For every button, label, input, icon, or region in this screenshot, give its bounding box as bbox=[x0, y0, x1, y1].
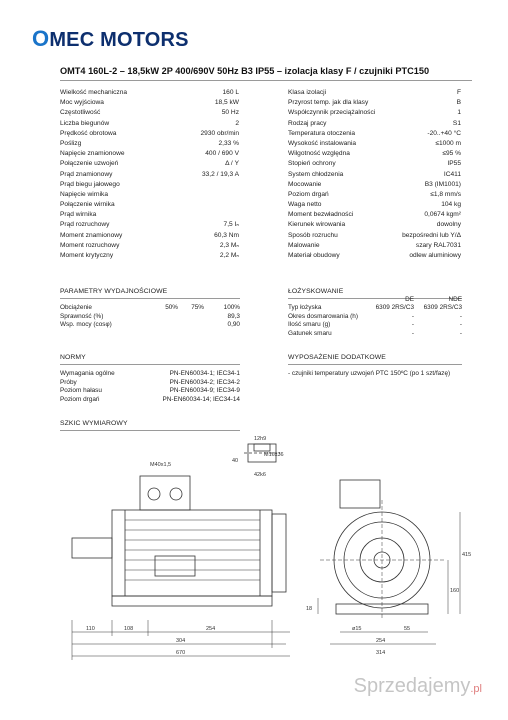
spec-right-label: Mocowanie bbox=[288, 180, 322, 188]
spec-left-row bbox=[60, 119, 239, 129]
spec-right-row bbox=[288, 108, 461, 118]
spec-left-label: Moment znamionowy bbox=[60, 231, 123, 239]
norms-value: PN-EN60034-2; IEC34-2 bbox=[169, 378, 240, 386]
norms-row bbox=[60, 396, 240, 405]
spec-left-row bbox=[60, 149, 239, 159]
efficiency-v75 bbox=[178, 321, 204, 330]
dim-670: 670 bbox=[176, 650, 186, 656]
spec-right-row bbox=[288, 139, 461, 149]
bearings-row bbox=[288, 313, 462, 322]
spec-left-row bbox=[60, 231, 239, 241]
spec-right-label: Poziom drgań bbox=[288, 190, 329, 198]
dim-108: 108 bbox=[124, 626, 134, 632]
motor-feet bbox=[112, 596, 272, 606]
dim-110: 110 bbox=[86, 626, 95, 632]
spec-right-label: Współczynnik przeciążalności bbox=[288, 109, 376, 117]
spec-right-value: bezpośredni lub Y/Δ bbox=[402, 231, 461, 239]
spec-right-value: S1 bbox=[452, 119, 461, 127]
spec-left-value: 2930 obr/min bbox=[200, 129, 239, 137]
bearings-de: 6309 2RS/C3 bbox=[375, 304, 414, 311]
spec-left-label: Prąd rozruchowy bbox=[60, 221, 110, 229]
nameplate bbox=[155, 556, 195, 576]
spec-right-label: Rodzaj pracy bbox=[288, 119, 327, 127]
dim-55: 55 bbox=[404, 626, 411, 632]
spec-left-row bbox=[60, 180, 239, 190]
spec-left-value: 33,2 / 19,3 A bbox=[201, 170, 239, 178]
spec-left-value: 50 Hz bbox=[221, 109, 239, 117]
spec-left-label: Napięcie wirnika bbox=[60, 190, 109, 198]
dim-160: 160 bbox=[450, 588, 460, 594]
dim-key-thread: M16x36 bbox=[264, 452, 284, 458]
spec-left-label: Częstotliwość bbox=[60, 109, 101, 117]
motor-body-side bbox=[112, 510, 272, 596]
bearings-de: - bbox=[411, 312, 414, 320]
dim-254b: 254 bbox=[376, 638, 386, 644]
spec-left-row bbox=[60, 190, 239, 200]
bearings-col-de: DE bbox=[405, 296, 414, 303]
fan-cowl bbox=[272, 514, 286, 592]
bearings-row bbox=[288, 330, 462, 339]
spec-left-label: Moc wyjściowa bbox=[60, 99, 104, 107]
spec-left-row bbox=[60, 98, 239, 108]
spec-right-row bbox=[288, 170, 461, 180]
page-title: OMT4 160L-2 – 18,5kW 2P 400/690V 50Hz B3 IP55 – izolacja klasy F / czujniki PTC150 bbox=[60, 66, 430, 76]
bearings-nde: 6309 2RS/C3 bbox=[423, 304, 462, 311]
spec-right-value: 104 kg bbox=[441, 201, 461, 209]
norms-value: PN-EN60034-9; IEC34-9 bbox=[169, 387, 240, 395]
efficiency-divider bbox=[60, 298, 240, 299]
watermark bbox=[354, 675, 482, 698]
efficiency-v100: 100% bbox=[223, 304, 240, 311]
spec-left-row bbox=[60, 159, 239, 169]
drawing-heading: SZKIC WYMIAROWY bbox=[60, 420, 128, 427]
spec-right-value: B bbox=[456, 99, 461, 107]
spec-left-value: 2 bbox=[235, 119, 239, 127]
spec-left-label: Prąd wirnika bbox=[60, 211, 97, 219]
spec-left-label: Połączenie wirnika bbox=[60, 201, 115, 209]
spec-left-label: Prędkość obrotowa bbox=[60, 129, 117, 137]
spec-left-row bbox=[60, 200, 239, 210]
norms-row bbox=[60, 379, 240, 388]
efficiency-label: Wsp. mocy (cosφ) bbox=[60, 321, 112, 329]
extras-heading: WYPOSAŻENIE DODATKOWE bbox=[288, 354, 386, 361]
spec-right-label: Wysokość instalowania bbox=[288, 139, 357, 147]
efficiency-label: Sprawność (%) bbox=[60, 312, 104, 320]
spec-right-value: B3 (IM1001) bbox=[424, 180, 461, 188]
spec-right-row bbox=[288, 180, 461, 190]
spec-right-row bbox=[288, 119, 461, 129]
watermark-suffix: .pl bbox=[470, 683, 482, 695]
spec-table-right bbox=[288, 88, 461, 261]
motor-shaft bbox=[72, 538, 112, 558]
efficiency-label: Obciążenie bbox=[60, 304, 92, 311]
norms-label: Próby bbox=[60, 378, 77, 386]
bearings-table bbox=[288, 304, 462, 338]
watermark-text: Sprzedajemy bbox=[353, 675, 471, 697]
spec-left-label: Połączenie uzwojeń bbox=[60, 160, 119, 168]
spec-table-left bbox=[60, 88, 239, 261]
spec-right-value: -20..+40 °C bbox=[427, 129, 461, 137]
spec-left-value: 18,5 kW bbox=[214, 99, 239, 107]
spec-right-label: Waga netto bbox=[288, 201, 322, 209]
bearings-nde: - bbox=[459, 321, 462, 329]
efficiency-v50 bbox=[150, 313, 178, 322]
spec-right-row bbox=[288, 190, 461, 200]
dim-415: 415 bbox=[462, 552, 472, 558]
brand-logo bbox=[32, 26, 189, 52]
spec-left-row bbox=[60, 88, 239, 98]
spec-right-row bbox=[288, 210, 461, 220]
bearings-row bbox=[288, 304, 462, 313]
bearings-label: Gatunek smaru bbox=[288, 329, 332, 337]
spec-right-value: ≤1,8 mm/s bbox=[430, 190, 461, 198]
spec-right-label: Klasa izolacji bbox=[288, 89, 327, 96]
spec-left-row bbox=[60, 108, 239, 118]
logo-text: MEC MOTORS bbox=[49, 29, 189, 51]
spec-left-label: Moment krytyczny bbox=[60, 252, 114, 259]
bearings-col-nde: NDE bbox=[448, 296, 462, 303]
spec-right-label: Przyrost temp. jak dla klasy bbox=[288, 99, 369, 107]
title-divider bbox=[60, 80, 472, 81]
bearings-row bbox=[288, 321, 462, 330]
terminal-box bbox=[140, 476, 190, 510]
spec-left-label: Liczba biegunów bbox=[60, 119, 110, 127]
bearings-label: Okres dosmarowania (h) bbox=[288, 312, 358, 320]
spec-left-row bbox=[60, 251, 239, 261]
norms-row bbox=[60, 370, 240, 379]
efficiency-v100: 0,90 bbox=[227, 321, 240, 329]
spec-left-row bbox=[60, 210, 239, 220]
spec-right-row bbox=[288, 251, 461, 261]
spec-left-value: 60,3 Nm bbox=[214, 231, 239, 239]
norms-table bbox=[60, 370, 240, 404]
spec-right-value: 1 bbox=[457, 109, 461, 117]
spec-right-label: Kierunek wirowania bbox=[288, 221, 346, 229]
efficiency-v50: 50% bbox=[165, 304, 178, 311]
cable-gland-2 bbox=[170, 488, 182, 500]
spec-left-row bbox=[60, 129, 239, 139]
terminal-box-end bbox=[340, 480, 380, 508]
dim-304: 304 bbox=[176, 638, 186, 644]
spec-right-value: 0,0674 kgm² bbox=[424, 211, 461, 219]
efficiency-row bbox=[60, 321, 240, 330]
efficiency-v75 bbox=[178, 313, 204, 322]
dim-gland: M40x1,5 bbox=[150, 462, 172, 468]
extras-item: - czujniki temperatury uzwojeń PTC 150ºC (po 1 szt/fazę) bbox=[288, 370, 451, 377]
efficiency-heading: PARAMETRY WYDAJNOŚCIOWE bbox=[60, 288, 168, 295]
spec-right-label: Stopień ochrony bbox=[288, 160, 336, 168]
bearings-label: Ilość smaru (g) bbox=[288, 321, 331, 329]
efficiency-v100: 89,3 bbox=[227, 312, 240, 320]
spec-right-label: Wilgotność względna bbox=[288, 150, 350, 158]
norms-row bbox=[60, 387, 240, 396]
spec-right-label: Sposób rozruchu bbox=[288, 231, 338, 239]
norms-label: Poziom drgań bbox=[60, 395, 100, 403]
spec-right-row bbox=[288, 241, 461, 251]
spec-left-label: Moment rozruchowy bbox=[60, 241, 120, 249]
dim-side-h: 40 bbox=[232, 458, 239, 464]
spec-right-label: Materiał obudowy bbox=[288, 252, 340, 259]
dim-254: 254 bbox=[206, 626, 216, 632]
spec-right-row bbox=[288, 200, 461, 210]
spec-right-row bbox=[288, 88, 461, 98]
efficiency-table bbox=[60, 304, 240, 330]
spec-right-row bbox=[288, 220, 461, 230]
norms-label: Wymagania ogólne bbox=[60, 370, 115, 377]
efficiency-row bbox=[60, 304, 240, 313]
efficiency-v50 bbox=[150, 321, 178, 330]
spec-right-value: IP55 bbox=[447, 160, 461, 168]
spec-left-label: Napięcie znamionowe bbox=[60, 150, 125, 158]
spec-left-label: Wielkość mechaniczna bbox=[60, 89, 128, 96]
spec-left-row bbox=[60, 139, 239, 149]
dim-314: 314 bbox=[376, 650, 386, 656]
spec-right-value: szary RAL7031 bbox=[415, 241, 461, 249]
logo-letter: O bbox=[32, 26, 50, 51]
spec-right-row bbox=[288, 159, 461, 169]
spec-right-value: IC411 bbox=[443, 170, 461, 178]
spec-left-row bbox=[60, 170, 239, 180]
spec-right-row bbox=[288, 231, 461, 241]
spec-right-label: System chłodzenia bbox=[288, 170, 344, 178]
norms-divider bbox=[60, 364, 240, 365]
bearings-de: - bbox=[411, 329, 414, 337]
efficiency-row bbox=[60, 313, 240, 322]
spec-left-value: 2,2 Mₙ bbox=[219, 252, 239, 259]
bearings-de: - bbox=[411, 321, 414, 329]
spec-left-value: 2,33 % bbox=[218, 139, 239, 147]
spec-right-row bbox=[288, 98, 461, 108]
spec-left-value: Δ / Y bbox=[225, 160, 239, 168]
spec-right-value: odlew aluminiowy bbox=[409, 252, 461, 259]
extras-divider bbox=[288, 364, 462, 365]
bearings-heading: ŁOŻYSKOWANIE bbox=[288, 288, 344, 295]
bearings-nde: - bbox=[459, 329, 462, 337]
dimensional-drawing bbox=[0, 430, 508, 675]
spec-left-value: 160 L bbox=[222, 89, 239, 96]
cable-gland-1 bbox=[148, 488, 160, 500]
spec-right-label: Malowanie bbox=[288, 241, 320, 249]
dim-key-top: 12h9 bbox=[254, 436, 267, 442]
spec-left-value: 400 / 690 V bbox=[205, 150, 239, 158]
bearings-nde: - bbox=[459, 312, 462, 320]
spec-right-row bbox=[288, 149, 461, 159]
norms-heading: NORMY bbox=[60, 354, 86, 361]
norms-value: PN-EN60034-14; IEC34-14 bbox=[162, 395, 240, 403]
dim-d15: ø15 bbox=[352, 626, 362, 632]
spec-left-value: 2,3 Mₙ bbox=[219, 241, 239, 249]
spec-left-label: Prąd znamionowy bbox=[60, 170, 113, 178]
spec-left-label: Prąd biegu jałowego bbox=[60, 180, 120, 188]
spec-right-value: F bbox=[456, 89, 461, 96]
spec-right-row bbox=[288, 129, 461, 139]
norms-value: PN-EN60034-1; IEC34-1 bbox=[169, 370, 240, 377]
spec-right-label: Moment bezwładności bbox=[288, 211, 354, 219]
dim-18: 18 bbox=[306, 606, 313, 612]
spec-right-value: ≤1000 m bbox=[435, 139, 461, 147]
efficiency-v75: 75% bbox=[191, 304, 204, 311]
dim-key-d: 42k6 bbox=[254, 472, 266, 478]
spec-left-row bbox=[60, 220, 239, 230]
spec-right-value: dowolny bbox=[436, 221, 461, 229]
norms-label: Poziom hałasu bbox=[60, 387, 102, 395]
bearings-label: Typ łożyska bbox=[288, 304, 322, 311]
spec-right-label: Temperatura otoczenia bbox=[288, 129, 356, 137]
spec-left-row bbox=[60, 241, 239, 251]
spec-left-label: Poślizg bbox=[60, 139, 82, 147]
spec-right-value: ≤95 % bbox=[442, 150, 461, 158]
spec-left-value: 7,5 Iₙ bbox=[223, 221, 239, 229]
